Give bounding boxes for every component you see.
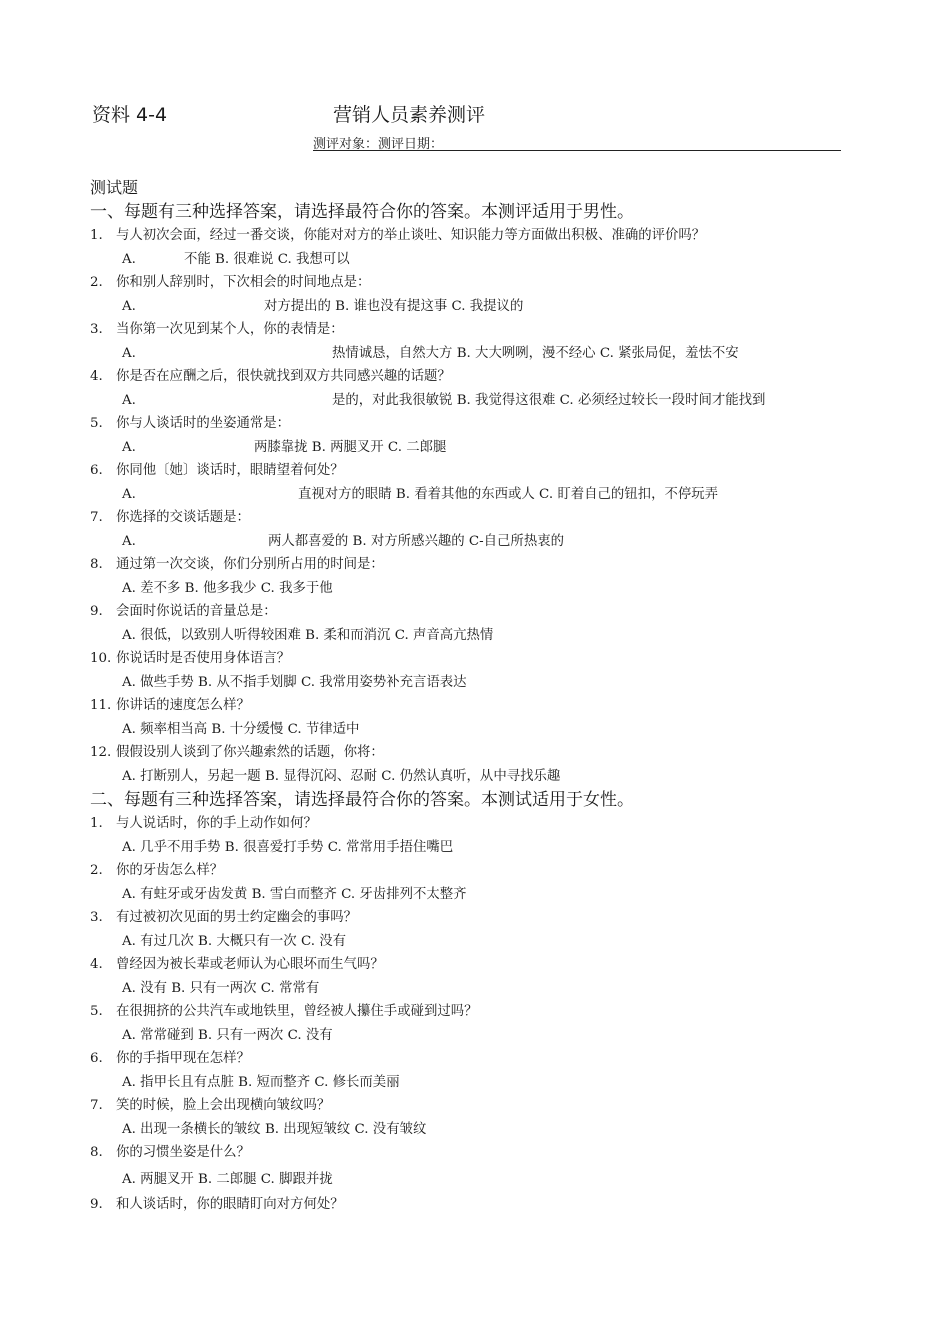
question-text: 你的习惯坐姿是什么？ [116, 1145, 250, 1160]
question-line [90, 1000, 860, 1024]
question-text: 笑的时候，脸上会出现横向皱纹吗？ [116, 1098, 331, 1113]
answer-text: A. 打断别人，另起一题 B. 显得沉闷、忍耐 C. 仍然认真听，从中寻找乐趣 [122, 768, 561, 784]
question-text: 你的牙齿怎么样？ [116, 863, 224, 878]
question-text: 与人说话时，你的手上动作如何？ [116, 816, 317, 831]
answer-text: 不能 B. 很难说 C. 我想可以 [183, 251, 350, 267]
answer-options [90, 530, 860, 554]
answer-text: A. 做些手势 B. 从不指手划脚 C. 我常用姿势补充言语表达 [122, 674, 467, 690]
answer-text: 直视对方的眼睛 B. 看着其他的东西或人 C. 盯着自己的钮扣，不停玩弄 [297, 486, 719, 502]
answer-text: A. 没有 B. 只有一两次 C. 常常有 [122, 980, 320, 996]
question-number: 3. [90, 910, 103, 925]
question-text: 你讲话的速度怎么样？ [116, 698, 250, 713]
questionnaire-body [90, 176, 860, 1216]
question-line [90, 1047, 860, 1071]
question-text: 你和别人辞别时，下次相会的时间地点是： [116, 275, 371, 290]
question-number: 4. [90, 957, 103, 972]
question-line [90, 859, 860, 883]
answer-options [90, 883, 860, 907]
answer-label: A. [122, 533, 136, 549]
question-number: 7. [90, 510, 103, 525]
answer-text: 热情诚恳，自然大方 B. 大大咧咧，漫不经心 C. 紧张局促，羞怯不安 [331, 345, 739, 361]
answer-options [90, 718, 860, 742]
question-line [90, 412, 860, 436]
answer-label: A. [122, 345, 136, 361]
answer-text: A. 指甲长且有点脏 B. 短而整齐 C. 修长而美丽 [122, 1074, 400, 1090]
question-number: 4. [90, 369, 103, 384]
question-text: 你是否在应酬之后，很快就找到双方共同感兴趣的话题？ [116, 369, 451, 384]
answer-options [90, 1024, 860, 1048]
answer-text: A. 出现一条横长的皱纹 B. 出现短皱纹 C. 没有皱纹 [122, 1121, 427, 1137]
question-line [90, 600, 860, 624]
question-number: 5. [90, 416, 103, 431]
answer-options [90, 389, 860, 413]
question-text: 曾经因为被长辈或老师认为心眼坏而生气吗？ [116, 957, 384, 972]
answer-text: A. 两腿叉开 B. 二郎腿 C. 脚跟并拢 [122, 1171, 333, 1187]
question-line [90, 459, 860, 483]
question-text: 和人谈话时，你的眼睛盯向对方何处？ [116, 1196, 344, 1212]
question-line [90, 365, 860, 389]
question-text: 假假设别人谈到了你兴趣索然的话题，你将： [116, 745, 384, 760]
answer-text: A. 有过几次 B. 大概只有一次 C. 没有 [122, 933, 347, 949]
question-line [90, 906, 860, 930]
answer-text: A. 有蛀牙或牙齿发黄 B. 雪白而整齐 C. 牙齿排列不太整齐 [122, 886, 467, 902]
question-number: 6. [90, 1051, 103, 1066]
section-2-questions [90, 812, 860, 1216]
answer-text: 两人都喜爱的 B. 对方所感兴趣的 C-自己所热衷的 [267, 533, 564, 549]
question-number: 7. [90, 1098, 103, 1113]
question-line [90, 647, 860, 671]
question-number: 8. [90, 557, 103, 572]
answer-options [90, 248, 860, 272]
question-line [90, 1094, 860, 1118]
answer-label: A. [122, 486, 136, 502]
question-line [90, 224, 860, 248]
question-text: 与人初次会面，经过一番交谈，你能对对方的举止谈吐、知识能力等方面做出积极、准确的评价吗？ [116, 228, 706, 243]
question-line [90, 553, 860, 577]
answer-options [90, 1165, 860, 1193]
question-line [90, 271, 860, 295]
answer-options [90, 577, 860, 601]
answer-text: 是的，对此我很敏锐 B. 我觉得这很难 C. 必须经过较长一段时间才能找到 [331, 392, 766, 408]
question-text: 你同他〔她〕谈话时，眼睛望着何处？ [116, 463, 344, 478]
question-number: 8. [90, 1145, 103, 1160]
question-text: 你的手指甲现在怎样？ [116, 1051, 250, 1066]
answer-text: A. 几乎不用手势 B. 很喜爱打手势 C. 常常用手捂住嘴巴 [122, 839, 454, 855]
question-text: 你说话时是否使用身体语言？ [116, 651, 291, 666]
answer-text: A. 差不多 B. 他多我少 C. 我多于他 [122, 580, 333, 596]
question-text: 你选择的交谈话题是： [116, 510, 250, 525]
answer-options [90, 1118, 860, 1142]
question-number: 1. [90, 816, 103, 831]
question-number: 11. [90, 698, 112, 713]
question-line [90, 812, 860, 836]
question-text: 通过第一次交谈，你们分别所占用的时间是： [116, 557, 384, 572]
question-number: 10. [90, 651, 112, 666]
question-text: 在很拥挤的公共汽车或地铁里，曾经被人攥住手或碰到过吗？ [116, 1004, 478, 1019]
answer-text: A. 频率相当高 B. 十分缓慢 C. 节律适中 [122, 721, 360, 737]
answer-label: A. [122, 298, 136, 314]
question-number: 5. [90, 1004, 103, 1019]
question-line [90, 953, 860, 977]
question-number: 2. [90, 863, 103, 878]
document-reference: 资料 4-4 [92, 104, 168, 126]
answer-text: 对方提出的 B. 谁也没有提这事 C. 我提议的 [263, 298, 524, 314]
question-line [90, 694, 860, 718]
question-number: 2. [90, 275, 103, 290]
question-number: 6. [90, 463, 103, 478]
document-title: 营销人员素养测评 [333, 104, 486, 126]
answer-options [90, 1071, 860, 1095]
fill-in-underline [313, 150, 841, 151]
question-line [90, 741, 860, 765]
question-number: 9. [90, 604, 103, 619]
answer-options [90, 342, 860, 366]
answer-label: A. [122, 392, 136, 408]
question-number: 9. [90, 1196, 103, 1212]
section-2-title: 二、每题有三种选择答案，请选择最符合你的答案。本测试适用于女性。 [90, 790, 634, 810]
answer-options [90, 483, 860, 507]
question-line [90, 1193, 860, 1217]
answer-options [90, 295, 860, 319]
answer-text: A. 常常碰到 B. 只有一两次 C. 没有 [122, 1027, 333, 1043]
question-text: 会面时你说话的音量总是： [116, 604, 277, 619]
question-line [90, 1141, 860, 1165]
section-1-questions [90, 224, 860, 788]
answer-text: A. 很低，以致别人听得较困难 B. 柔和而消沉 C. 声音高亢热情 [122, 627, 494, 643]
answer-options [90, 436, 860, 460]
answer-options [90, 836, 860, 860]
question-line [90, 506, 860, 530]
answer-label: A. [122, 439, 136, 455]
question-text: 当你第一次见到某个人，你的表情是： [116, 322, 344, 337]
answer-options [90, 765, 860, 789]
evaluation-subject-date: 测评对象：测评日期： [313, 137, 444, 152]
question-text: 你与人谈话时的坐姿通常是： [116, 416, 291, 431]
answer-options [90, 977, 860, 1001]
question-number: 12. [90, 745, 112, 760]
answer-label: A. [122, 251, 136, 267]
question-number: 3. [90, 322, 103, 337]
answer-options [90, 930, 860, 954]
answer-text: 两膝靠拢 B. 两腿叉开 C. 二郎腿 [253, 439, 447, 455]
section-1-title: 一、每题有三种选择答案，请选择最符合你的答案。本测评适用于男性。 [90, 202, 634, 222]
answer-options [90, 671, 860, 695]
question-number: 1. [90, 228, 103, 243]
test-heading: 测试题 [90, 178, 139, 197]
answer-options [90, 624, 860, 648]
question-line [90, 318, 860, 342]
question-text: 有过被初次见面的男士约定幽会的事吗？ [116, 910, 358, 925]
